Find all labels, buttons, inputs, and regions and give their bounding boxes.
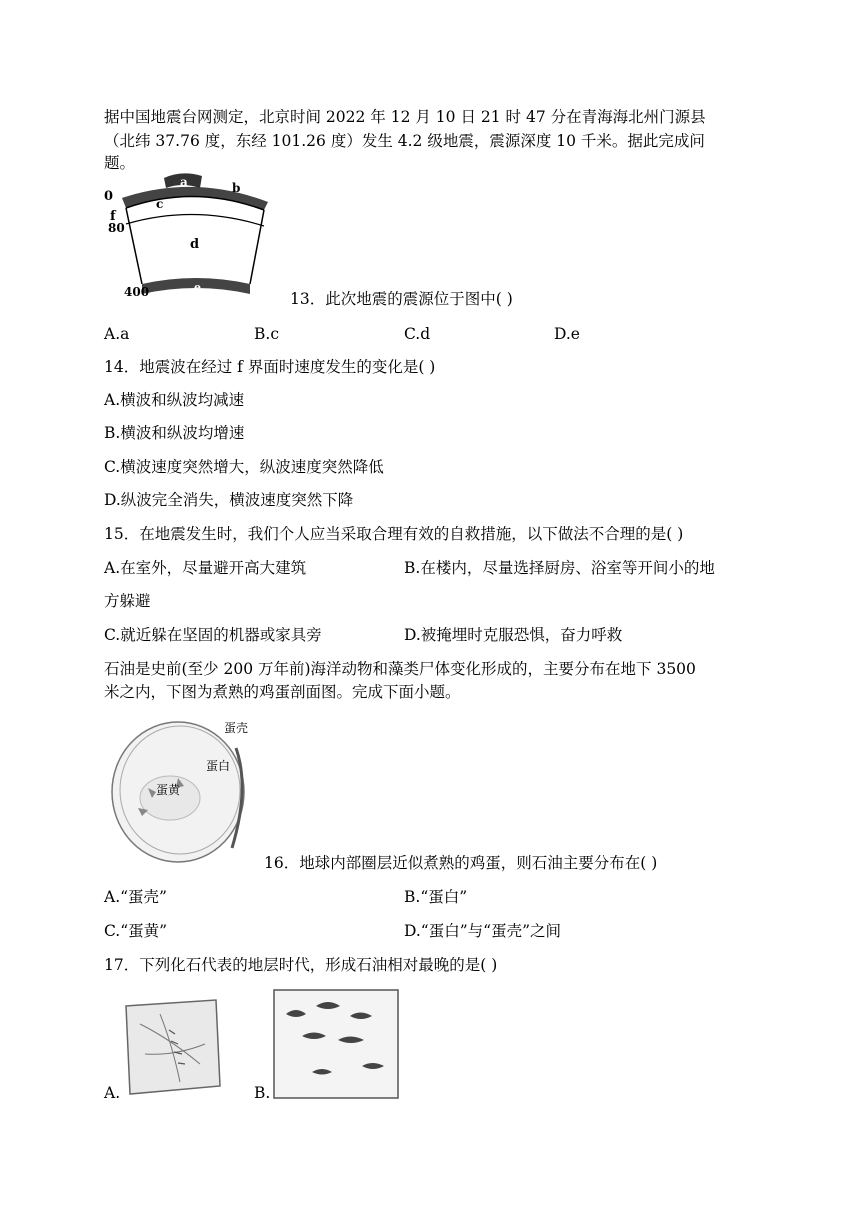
intro1-line-1: 据中国地震台网测定，北京时间 2022 年 12 月 10 日 21 时 47 分在青海海北州门源县 xyxy=(104,108,706,126)
q15-option-b-cont: 方躲避 xyxy=(104,592,151,610)
label-e: e xyxy=(194,281,201,294)
q17-option-a[interactable]: A. xyxy=(104,1084,121,1102)
depth-80: 80 xyxy=(108,221,125,235)
fossil-b-image[interactable] xyxy=(272,986,402,1102)
label-white: 蛋白 xyxy=(206,759,231,773)
crust-band xyxy=(122,187,268,210)
q14-option-c[interactable]: C.横波速度突然增大，纵波速度突然降低 xyxy=(104,458,384,476)
depth-400: 400 xyxy=(124,285,150,299)
intro1-line-2: （北纬 37.76 度，东经 101.26 度）发生 4.2 级地震，震源深度 10 千米。据此完成问 xyxy=(104,132,705,150)
q13-option-c[interactable]: C.d xyxy=(404,325,431,343)
label-c: c xyxy=(156,197,164,211)
q17-stem: 17．下列化石代表的地层时代，形成石油相对最晚的是( ) xyxy=(104,956,498,974)
intro1-line-3: 题。 xyxy=(104,154,136,172)
earth-layer-diagram xyxy=(104,168,284,308)
label-f: f xyxy=(110,209,116,224)
q14-option-d[interactable]: D.纵波完全消失，横波速度突然下降 xyxy=(104,491,354,509)
label-shell: 蛋壳 xyxy=(224,721,249,735)
q13-option-d[interactable]: D.e xyxy=(554,325,580,343)
q14-stem: 14．地震波在经过 f 界面时速度发生的变化是( ) xyxy=(104,358,436,376)
q13-option-a[interactable]: A.a xyxy=(104,325,130,343)
label-a: a xyxy=(180,175,188,189)
fossil-a-image[interactable] xyxy=(120,994,224,1098)
q16-option-d[interactable]: D.“蛋白”与“蛋壳”之间 xyxy=(404,922,561,940)
q15-option-d[interactable]: D.被掩埋时克服恐惧，奋力呼救 xyxy=(404,626,623,644)
q16-option-c[interactable]: C.“蛋黄” xyxy=(104,922,168,940)
intro2-line-1: 石油是史前(至少 200 万年前)海洋动物和藻类尸体变化形成的，主要分布在地下 3500 xyxy=(104,660,696,678)
q13-option-b[interactable]: B.c xyxy=(254,325,279,343)
q16-stem: 16．地球内部圈层近似煮熟的鸡蛋，则石油主要分布在( ) xyxy=(264,854,658,872)
label-b: b xyxy=(232,181,241,195)
depth-0: 0 xyxy=(104,189,114,204)
label-yolk: 蛋黄 xyxy=(156,783,181,797)
q15-option-b[interactable]: B.在楼内，尽量选择厨房、浴室等开间小的地 xyxy=(404,559,715,577)
q16-option-b[interactable]: B.“蛋白” xyxy=(404,888,468,906)
q15-option-c[interactable]: C.就近躲在坚固的机器或家具旁 xyxy=(104,626,322,644)
egg-cross-section-image xyxy=(108,708,258,864)
q16-option-a[interactable]: A.“蛋壳” xyxy=(104,888,167,906)
q17-option-b[interactable]: B. xyxy=(254,1084,271,1102)
q14-option-a[interactable]: A.横波和纵波均减速 xyxy=(104,391,245,409)
intro2-line-2: 米之内，下图为煮熟的鸡蛋剖面图。完成下面小题。 xyxy=(104,683,461,701)
q15-option-a[interactable]: A.在室外，尽量避开高大建筑 xyxy=(104,559,307,577)
q14-option-b[interactable]: B.横波和纵波均增速 xyxy=(104,424,245,442)
q15-stem: 15．在地震发生时，我们个人应当采取合理有效的自救措施，以下做法不合理的是( ) xyxy=(104,525,684,543)
q13-stem: 13．此次地震的震源位于图中( ) xyxy=(290,290,513,308)
label-d: d xyxy=(190,237,200,252)
